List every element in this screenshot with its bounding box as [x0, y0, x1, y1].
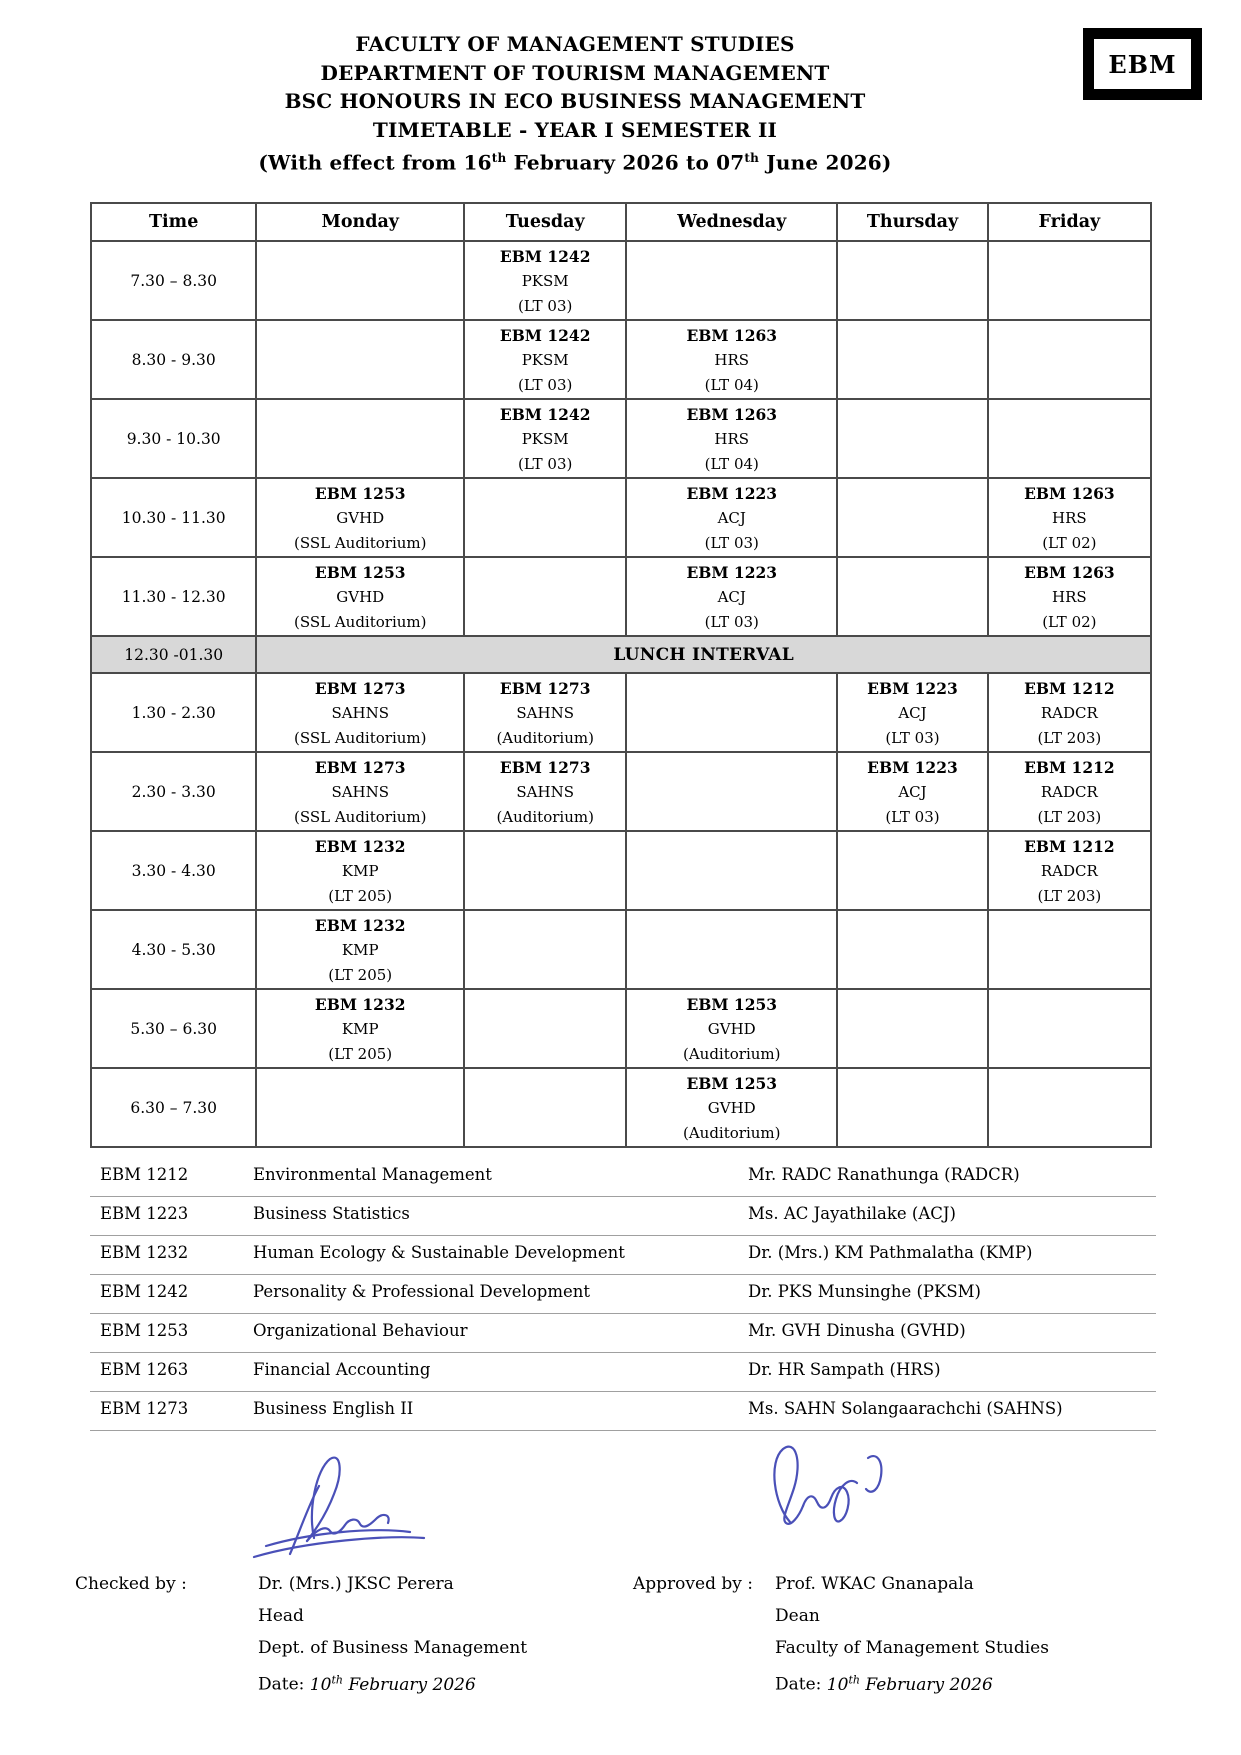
room-label: (LT 03)	[704, 613, 759, 631]
empty-cell	[837, 320, 988, 399]
class-cell	[626, 557, 837, 636]
room-label: (LT 03)	[518, 297, 573, 315]
empty-cell	[988, 989, 1151, 1068]
class-cell	[256, 557, 464, 636]
degree-title: BSC HONOURS IN ECO BUSINESS MANAGEMENT	[284, 89, 866, 113]
course-lecturer: Dr. (Mrs.) KM Pathmalatha (KMP)	[748, 1243, 1033, 1262]
approved-by-label: Approved by :	[633, 1574, 753, 1594]
lecturer-code: KMP	[341, 1020, 379, 1038]
empty-cell	[626, 673, 837, 752]
date-label: Date:	[775, 1674, 822, 1695]
timetable-row	[91, 557, 1151, 636]
empty-cell	[988, 1068, 1151, 1147]
course-legend-row	[90, 1158, 1156, 1197]
checked-by-org: Dept. of Business Management	[258, 1638, 528, 1658]
timetable	[90, 202, 1152, 1148]
course-legend	[90, 1158, 1156, 1431]
empty-cell	[626, 241, 837, 320]
room-label: (Auditorium)	[682, 1124, 781, 1142]
empty-cell	[464, 478, 626, 557]
timetable-row	[91, 752, 1151, 831]
class-cell	[626, 989, 837, 1068]
empty-cell	[256, 241, 464, 320]
class-cell	[837, 752, 988, 831]
empty-cell	[464, 1068, 626, 1147]
time-slot: 11.30 - 12.30	[91, 557, 256, 636]
ordinal-suffix: th	[848, 1673, 860, 1686]
course-code: EBM 1253	[686, 995, 778, 1014]
room-label: (LT 02)	[1042, 613, 1097, 631]
class-cell	[464, 399, 626, 478]
room-label: (LT 203)	[1037, 887, 1102, 905]
course-code: EBM 1212	[1024, 758, 1115, 777]
lecturer-code: GVHD	[707, 1020, 756, 1038]
class-cell	[626, 320, 837, 399]
time-slot: 3.30 - 4.30	[91, 831, 256, 910]
room-label: (LT 03)	[885, 729, 940, 747]
time-slot: 10.30 - 11.30	[91, 478, 256, 557]
course-code: EBM 1263	[1024, 484, 1115, 503]
approved-by-role: Dean	[775, 1606, 820, 1626]
empty-cell	[837, 557, 988, 636]
checked-by-block	[75, 1568, 527, 1701]
lecturer-code: SAHNS	[331, 783, 390, 801]
empty-cell	[256, 399, 464, 478]
room-label: (LT 04)	[704, 455, 759, 473]
room-label: (SSL Auditorium)	[293, 729, 427, 747]
column-header: Time	[91, 203, 256, 241]
room-label: (SSL Auditorium)	[293, 808, 427, 826]
lecturer-code: SAHNS	[331, 704, 390, 722]
room-label: (LT 03)	[704, 534, 759, 552]
ebm-logo	[1083, 28, 1202, 100]
lecturer-code: KMP	[341, 941, 379, 959]
course-legend-row	[90, 1392, 1156, 1431]
empty-cell	[988, 399, 1151, 478]
class-cell	[626, 478, 837, 557]
column-header: Monday	[256, 203, 464, 241]
lecturer-code: PKSM	[521, 351, 569, 369]
timetable-row	[91, 241, 1151, 320]
ebm-logo-text: EBM	[1108, 49, 1177, 79]
class-cell	[626, 399, 837, 478]
room-label: (LT 203)	[1037, 729, 1102, 747]
timetable-title: TIMETABLE - YEAR I SEMESTER II	[372, 117, 778, 142]
lecturer-code: SAHNS	[516, 704, 574, 722]
empty-cell	[256, 1068, 464, 1147]
column-header: Thursday	[837, 203, 988, 241]
lecturer-code: ACJ	[898, 783, 927, 801]
class-cell	[256, 910, 464, 989]
faculty-title: FACULTY OF MANAGEMENT STUDIES	[355, 32, 795, 56]
lecturer-code: GVHD	[707, 1099, 756, 1117]
room-label: (LT 03)	[518, 455, 573, 473]
class-cell	[256, 478, 464, 557]
course-code: EBM 1232	[314, 837, 406, 856]
lecturer-code: ACJ	[717, 588, 746, 606]
course-code: EBM 1242	[100, 1282, 189, 1301]
date-value: February 2026	[859, 1674, 993, 1695]
course-code: EBM 1253	[314, 563, 406, 582]
ordinal-suffix: th	[744, 151, 760, 165]
date-value: 10	[309, 1674, 332, 1695]
lecturer-code: HRS	[1052, 588, 1087, 606]
checked-by-label: Checked by :	[75, 1574, 187, 1594]
time-slot: 1.30 - 2.30	[91, 673, 256, 752]
course-title: Financial Accounting	[253, 1360, 431, 1379]
room-label: (LT 205)	[328, 1045, 393, 1063]
course-code: EBM 1253	[100, 1321, 189, 1340]
lecturer-code: GVHD	[336, 588, 385, 606]
course-code: EBM 1273	[314, 758, 406, 777]
time-slot: 6.30 – 7.30	[91, 1068, 256, 1147]
timetable-row	[91, 910, 1151, 989]
class-cell	[464, 752, 626, 831]
date-value: 10	[826, 1674, 849, 1695]
time-slot: 8.30 - 9.30	[91, 320, 256, 399]
approved-signature	[762, 1432, 912, 1550]
room-label: (LT 205)	[328, 887, 393, 905]
class-cell	[988, 752, 1151, 831]
room-label: (Auditorium)	[682, 1045, 781, 1063]
course-code: EBM 1223	[686, 484, 778, 503]
course-code: EBM 1263	[100, 1360, 189, 1379]
course-code: EBM 1232	[100, 1243, 189, 1262]
course-legend-row	[90, 1275, 1156, 1314]
room-label: (LT 205)	[328, 966, 393, 984]
empty-cell	[464, 831, 626, 910]
time-slot: 12.30 -01.30	[91, 636, 256, 673]
room-label: (SSL Auditorium)	[293, 534, 427, 552]
course-code: EBM 1273	[499, 758, 591, 777]
room-label: (SSL Auditorium)	[293, 613, 427, 631]
effective-dates-text: February 2026 to 07	[506, 150, 745, 175]
course-title: Environmental Management	[253, 1165, 492, 1184]
course-code: EBM 1273	[499, 679, 591, 698]
lecturer-code: HRS	[714, 430, 750, 448]
column-header: Friday	[988, 203, 1151, 241]
time-slot: 9.30 - 10.30	[91, 399, 256, 478]
empty-cell	[837, 989, 988, 1068]
empty-cell	[988, 910, 1151, 989]
empty-cell	[837, 399, 988, 478]
timetable-row	[91, 989, 1151, 1068]
class-cell	[256, 752, 464, 831]
empty-cell	[837, 478, 988, 557]
course-code: EBM 1232	[314, 916, 406, 935]
course-code: EBM 1212	[100, 1165, 189, 1184]
lecturer-code: PKSM	[521, 272, 569, 290]
class-cell	[988, 673, 1151, 752]
class-cell	[464, 673, 626, 752]
course-lecturer: Mr. GVH Dinusha (GVHD)	[748, 1321, 966, 1340]
lecturer-code: GVHD	[336, 509, 385, 527]
course-title: Human Ecology & Sustainable Development	[253, 1243, 625, 1262]
class-cell	[464, 320, 626, 399]
effective-dates-text: June 2026)	[759, 150, 892, 175]
course-title: Personality & Professional Development	[253, 1282, 591, 1301]
course-legend-row	[90, 1353, 1156, 1392]
empty-cell	[988, 320, 1151, 399]
lecturer-code: KMP	[341, 862, 379, 880]
effective-dates-text: (With effect from 16	[258, 150, 492, 175]
column-header: Tuesday	[464, 203, 626, 241]
class-cell	[837, 673, 988, 752]
course-code: EBM 1212	[1024, 679, 1115, 698]
room-label: (LT 03)	[885, 808, 940, 826]
class-cell	[256, 673, 464, 752]
approved-by-name: Prof. WKAC Gnanapala	[775, 1574, 974, 1594]
time-slot: 7.30 – 8.30	[91, 241, 256, 320]
course-legend-row	[90, 1236, 1156, 1275]
timetable-header-row	[91, 203, 1151, 241]
course-code: EBM 1242	[499, 326, 591, 345]
course-title: Business Statistics	[253, 1204, 410, 1223]
lecturer-code: RADCR	[1040, 783, 1098, 801]
course-title: Organizational Behaviour	[253, 1321, 468, 1340]
department-title: DEPARTMENT OF TOURISM MANAGEMENT	[320, 60, 830, 85]
lecturer-code: SAHNS	[516, 783, 574, 801]
course-code: EBM 1273	[100, 1399, 189, 1418]
time-slot: 4.30 - 5.30	[91, 910, 256, 989]
empty-cell	[464, 557, 626, 636]
class-cell	[988, 478, 1151, 557]
approved-date	[775, 1664, 1049, 1701]
empty-cell	[464, 910, 626, 989]
lecturer-code: ACJ	[717, 509, 746, 527]
course-lecturer: Ms. SAHN Solangaarachchi (SAHNS)	[748, 1399, 1063, 1418]
lecturer-code: PKSM	[521, 430, 569, 448]
course-code: EBM 1242	[499, 405, 591, 424]
room-label: (LT 203)	[1037, 808, 1102, 826]
lunch-row	[91, 636, 1151, 673]
ordinal-suffix: th	[491, 151, 507, 165]
room-label: (Auditorium)	[496, 729, 594, 747]
class-cell	[256, 831, 464, 910]
empty-cell	[837, 910, 988, 989]
course-legend-row	[90, 1197, 1156, 1236]
class-cell	[626, 1068, 837, 1147]
class-cell	[988, 557, 1151, 636]
checked-by-name: Dr. (Mrs.) JKSC Perera	[258, 1574, 454, 1594]
class-cell	[464, 241, 626, 320]
lecturer-code: RADCR	[1040, 704, 1098, 722]
empty-cell	[626, 752, 837, 831]
course-code: EBM 1212	[1024, 837, 1115, 856]
course-code: EBM 1263	[1024, 563, 1115, 582]
approved-by-block	[633, 1568, 1049, 1701]
class-cell	[256, 989, 464, 1068]
course-lecturer: Ms. AC Jayathilake (ACJ)	[748, 1204, 956, 1223]
empty-cell	[837, 831, 988, 910]
course-lecturer: Mr. RADC Ranathunga (RADCR)	[748, 1165, 1020, 1184]
empty-cell	[626, 831, 837, 910]
empty-cell	[837, 1068, 988, 1147]
document-header	[90, 30, 1060, 177]
time-slot: 2.30 - 3.30	[91, 752, 256, 831]
date-value: February 2026	[342, 1674, 476, 1695]
checked-signature	[238, 1448, 438, 1566]
empty-cell	[837, 241, 988, 320]
time-slot: 5.30 – 6.30	[91, 989, 256, 1068]
date-label: Date:	[258, 1674, 305, 1695]
course-lecturer: Dr. HR Sampath (HRS)	[748, 1360, 941, 1379]
room-label: (LT 02)	[1042, 534, 1097, 552]
timetable-row	[91, 831, 1151, 910]
room-label: (Auditorium)	[496, 808, 594, 826]
course-code: EBM 1242	[499, 247, 591, 266]
column-header: Wednesday	[626, 203, 837, 241]
empty-cell	[988, 241, 1151, 320]
course-code: EBM 1223	[867, 758, 958, 777]
course-code: EBM 1223	[867, 679, 958, 698]
checked-date	[258, 1664, 527, 1701]
class-cell	[988, 831, 1151, 910]
lecturer-code: HRS	[1052, 509, 1087, 527]
approved-by-org: Faculty of Management Studies	[775, 1638, 1049, 1658]
timetable-row	[91, 399, 1151, 478]
ordinal-suffix: th	[331, 1673, 343, 1686]
timetable-row	[91, 673, 1151, 752]
course-legend-row	[90, 1314, 1156, 1353]
empty-cell	[464, 989, 626, 1068]
timetable-row	[91, 320, 1151, 399]
course-code: EBM 1253	[314, 484, 406, 503]
course-code: EBM 1223	[100, 1204, 189, 1223]
lecturer-code: HRS	[714, 351, 750, 369]
empty-cell	[256, 320, 464, 399]
lecturer-code: ACJ	[898, 704, 927, 722]
lunch-interval: LUNCH INTERVAL	[256, 636, 1151, 673]
checked-by-role: Head	[258, 1606, 304, 1626]
course-code: EBM 1263	[686, 326, 778, 345]
course-code: EBM 1223	[686, 563, 778, 582]
course-lecturer: Dr. PKS Munsinghe (PKSM)	[748, 1282, 981, 1301]
course-code: EBM 1263	[686, 405, 778, 424]
course-code: EBM 1253	[686, 1074, 778, 1093]
room-label: (LT 04)	[704, 376, 759, 394]
course-code: EBM 1232	[314, 995, 406, 1014]
course-title: Business English II	[253, 1399, 414, 1418]
lecturer-code: RADCR	[1040, 862, 1098, 880]
room-label: (LT 03)	[518, 376, 573, 394]
course-code: EBM 1273	[314, 679, 406, 698]
empty-cell	[626, 910, 837, 989]
timetable-row	[91, 1068, 1151, 1147]
effective-dates	[90, 144, 1060, 177]
timetable-row	[91, 478, 1151, 557]
